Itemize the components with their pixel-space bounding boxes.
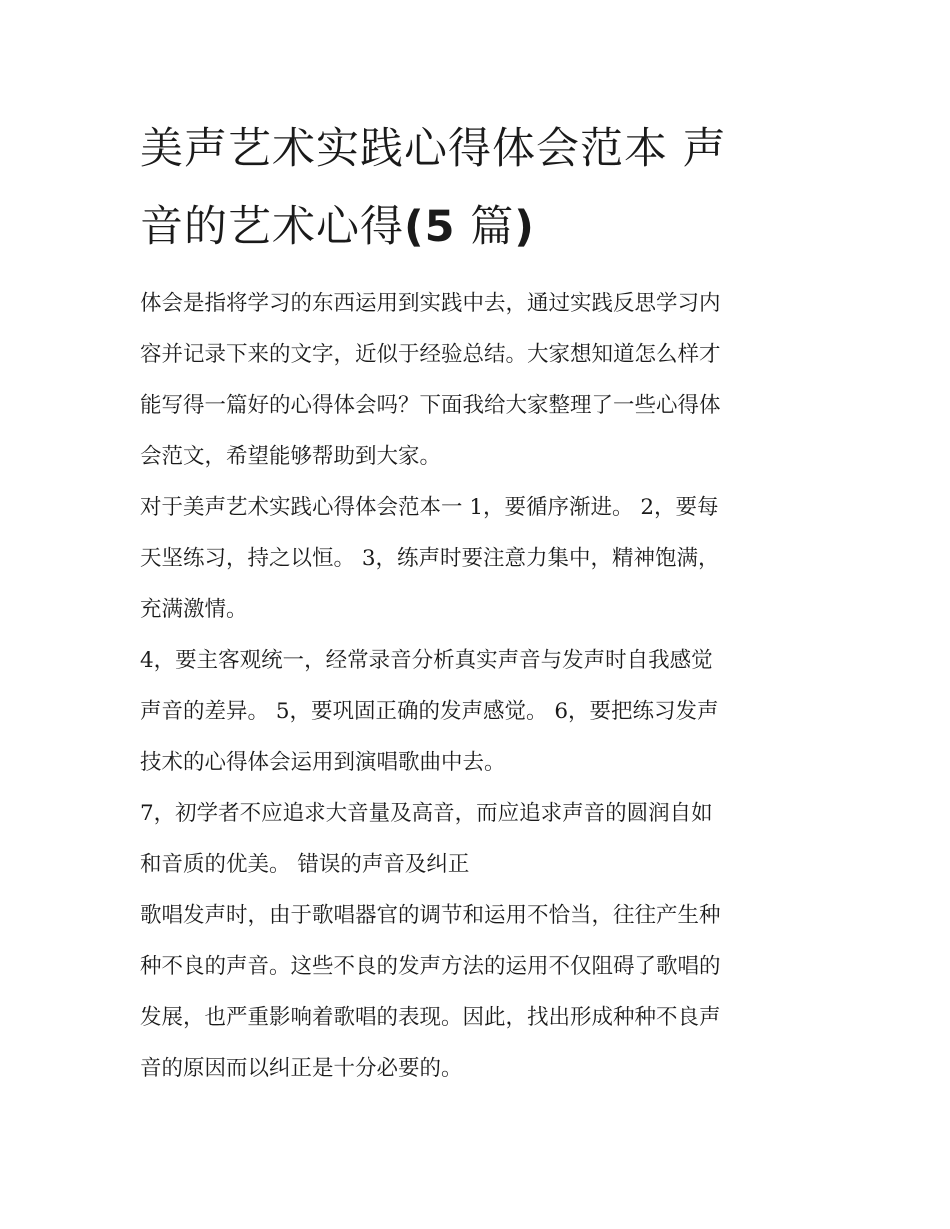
- paragraph-points-4-6: [140, 635, 820, 788]
- paragraph-line: 种不良的声音。这些不良的发声方法的运用不仅阻碍了歌唱的: [140, 954, 721, 979]
- document-title: [140, 110, 820, 266]
- title-line-1: 美声艺术实践心得体会范本 声: [140, 124, 727, 174]
- title-count-open: (5: [404, 202, 456, 252]
- paragraph-line: 4，要主客观统一，经常录音分析真实声音与发声时自我感觉: [140, 648, 713, 673]
- paragraph-line: 体会是指将学习的东西运用到实践中去，通过实践反思学习内: [140, 291, 721, 316]
- paragraph-line: 音的原因而以纠正是十分必要的。: [140, 1056, 463, 1081]
- title-count-close: ): [514, 202, 535, 252]
- paragraph-line: 和音质的优美。 错误的声音及纠正: [140, 852, 470, 877]
- paragraph-line: 技术的心得体会运用到演唱歌曲中去。: [140, 750, 506, 775]
- paragraph-line: 容并记录下来的文字，近似于经验总结。大家想知道怎么样才: [140, 342, 721, 367]
- paragraph-line: 能写得一篇好的心得体会吗？下面我给大家整理了一些心得体: [140, 393, 721, 418]
- title-line-2-text: 音的艺术心得: [140, 202, 404, 252]
- paragraph-line: 充满激情。: [140, 597, 248, 622]
- paragraph-line: 对于美声艺术实践心得体会范本一 1，要循序渐进。 2，要每: [140, 495, 719, 520]
- paragraph-line: 歌唱发声时，由于歌唱器官的调节和运用不恰当，往往产生种: [140, 903, 721, 928]
- paragraph-point-7: [140, 788, 820, 890]
- title-count-unit: 篇: [470, 202, 515, 252]
- paragraph-sample-one: [140, 482, 820, 635]
- paragraph-wrong-voice: [140, 890, 820, 1094]
- paragraph-line: 发展，也严重影响着歌唱的表现。因此，找出形成种种不良声: [140, 1005, 721, 1030]
- paragraph-line: 声音的差异。 5，要巩固正确的发声感觉。 6，要把练习发声: [140, 699, 719, 724]
- document-body: [140, 278, 820, 1094]
- paragraph-line: 会范文，希望能够帮助到大家。: [140, 444, 442, 469]
- title-line-2: [140, 188, 820, 266]
- paragraph-intro: [140, 278, 820, 482]
- paragraph-line: 7，初学者不应追求大音量及高音，而应追求声音的圆润自如: [140, 801, 713, 826]
- paragraph-line: 天坚练习，持之以恒。 3，练声时要注意力集中，精神饱满，: [140, 546, 720, 571]
